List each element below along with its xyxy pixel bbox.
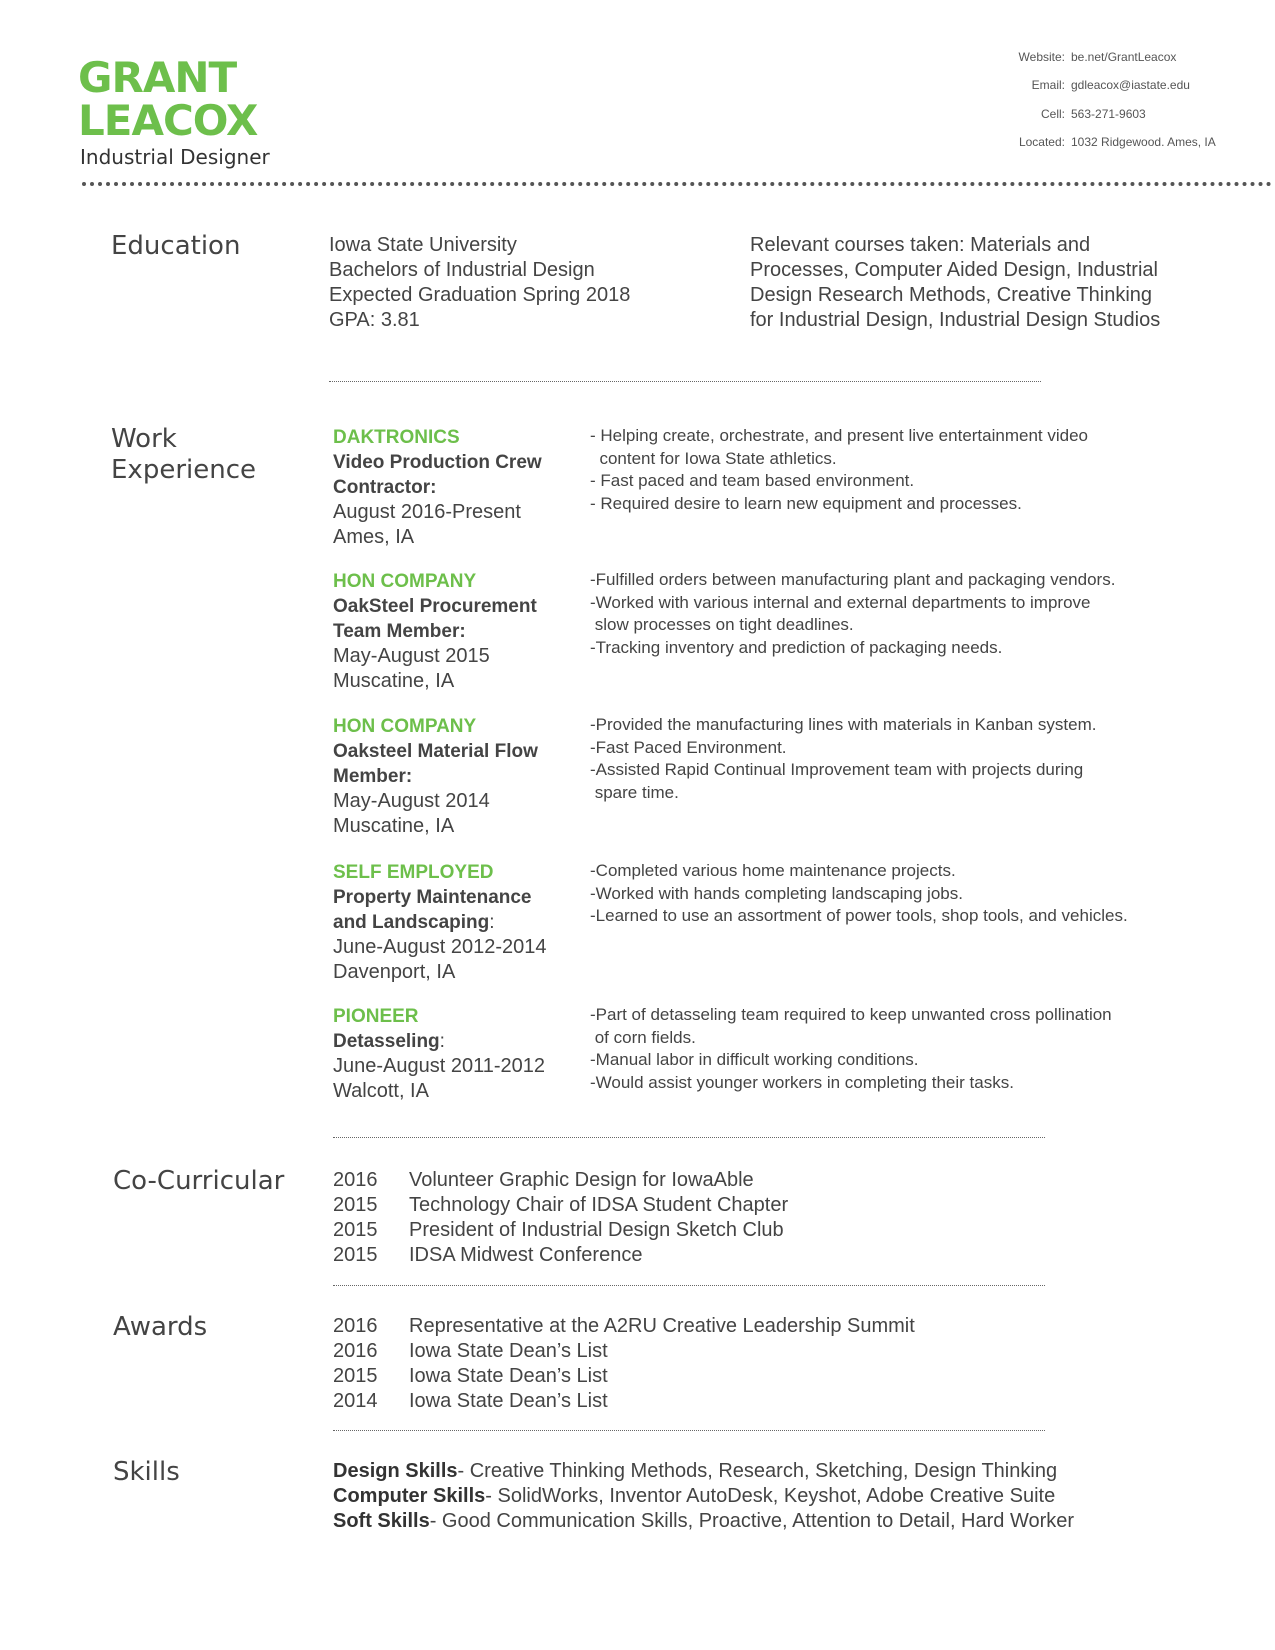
job-bullet: -Learned to use an assortment of power tools, shop tools, and vehicles. [590, 906, 1128, 925]
list-item [333, 1193, 788, 1218]
item-year: 2016 [333, 1315, 378, 1337]
awards-heading: Awards [113, 1312, 208, 1342]
job-title: Contractor: [333, 477, 437, 498]
skill-label: Soft Skills [333, 1510, 430, 1532]
skill-label: Design Skills [333, 1460, 458, 1482]
contact-label: Located: [1018, 135, 1065, 149]
job-bullet: -Manual labor in difficult working conditions. [590, 1050, 919, 1069]
contact-cell [980, 107, 1146, 121]
job-bullet: slow processes on tight deadlines. [590, 615, 854, 634]
job-title-row [333, 910, 547, 935]
contact-email [980, 78, 1190, 92]
skill-item [333, 1484, 1074, 1509]
list-item [333, 1218, 788, 1243]
job-bullet: content for Iowa State athletics. [590, 448, 837, 468]
item-year: 2016 [333, 1340, 378, 1362]
item-year: 2014 [333, 1390, 378, 1412]
job-bullet: spare time. [590, 782, 679, 802]
header-divider [82, 182, 1272, 186]
job-title: Property Maintenance [333, 887, 532, 908]
job-bullet: -Tracking inventory and prediction of packaging needs. [590, 637, 1003, 657]
job-location: Walcott, IA [333, 1080, 429, 1102]
courses-line: Processes, Computer Aided Design, Industrial [750, 259, 1158, 281]
job-bullets [590, 714, 1096, 804]
contact-value[interactable]: gdleacox@iastate.edu [1071, 78, 1190, 92]
awards-list [333, 1314, 915, 1414]
skill-text: - Creative Thinking Methods, Research, Sketching, Design Thinking [457, 1460, 1058, 1482]
job-bullets [590, 569, 1115, 659]
job-title-row [333, 1029, 545, 1054]
job-bullet: - Fast paced and team based environment. [590, 471, 915, 490]
job-bullet: -Assisted Rapid Continual Improvement team with projects during [590, 760, 1084, 779]
skills-heading: Skills [113, 1457, 180, 1487]
item-text: IDSA Midwest Conference [409, 1244, 643, 1266]
job-dates: May-August 2014 [333, 790, 490, 812]
item-text: Volunteer Graphic Design for IowaAble [409, 1169, 754, 1191]
job-title: Oaksteel Material Flow [333, 741, 538, 762]
contact-value: 563-271-9603 [1071, 107, 1146, 121]
list-item [333, 1364, 915, 1389]
job-title: Detasseling [333, 1031, 440, 1052]
section-divider [329, 381, 1041, 382]
education-line: Expected Graduation Spring 2018 [329, 284, 631, 306]
cocurricular-list [333, 1168, 788, 1268]
job-company: DAKTRONICS [333, 427, 460, 448]
job-title: Member: [333, 766, 413, 787]
item-text: Iowa State Dean’s List [409, 1365, 608, 1387]
job-bullet: -Fulfilled orders between manufacturing plant and packaging vendors. [590, 570, 1116, 589]
courses-line: for Industrial Design, Industrial Design Studios [750, 309, 1161, 331]
job-company: SELF EMPLOYED [333, 862, 494, 883]
skill-item [333, 1509, 1074, 1534]
list-item [333, 1243, 788, 1268]
job-entry [333, 569, 537, 694]
job-bullet: -Worked with various internal and external departments to improve [590, 592, 1091, 612]
list-item [333, 1389, 915, 1414]
education-courses [750, 233, 1160, 333]
list-item [333, 1168, 788, 1193]
job-bullet: -Part of detasseling team required to keep unwanted cross pollination [590, 1005, 1112, 1024]
education-line: Iowa State University [329, 234, 517, 256]
job-company: HON COMPANY [333, 716, 477, 737]
education-heading: Education [111, 231, 241, 261]
job-dates: June-August 2011-2012 [333, 1055, 546, 1077]
skills-list [333, 1459, 1074, 1534]
job-company: HON COMPANY [333, 571, 477, 592]
name-first: GRANT [78, 53, 237, 102]
job-bullet: -Fast Paced Environment. [590, 737, 787, 757]
contact-location [980, 135, 1216, 149]
list-item [333, 1339, 915, 1364]
job-bullets [590, 425, 1088, 515]
job-dates: May-August 2015 [333, 645, 490, 667]
job-title-suffix: : [439, 1031, 445, 1052]
work-heading [111, 424, 256, 486]
skill-item [333, 1459, 1074, 1484]
role-title: Industrial Designer [80, 145, 270, 169]
job-bullet: -Provided the manufacturing lines with materials in Kanban system. [590, 715, 1097, 734]
name-last: LEACOX [78, 96, 258, 145]
item-text: Representative at the A2RU Creative Leadership Summit [409, 1315, 915, 1337]
job-bullet: -Would assist younger workers in completing their tasks. [590, 1072, 1014, 1092]
education-line: GPA: 3.81 [329, 309, 420, 331]
section-divider [333, 1285, 1045, 1286]
skill-text: - Good Communication Skills, Proactive, Attention to Detail, Hard Worker [429, 1510, 1075, 1532]
job-title: and Landscaping [333, 912, 490, 933]
job-entry [333, 860, 547, 985]
job-title-suffix: : [489, 912, 495, 933]
education-details [329, 233, 630, 333]
cocurricular-heading: Co-Curricular [113, 1166, 285, 1196]
job-location: Davenport, IA [333, 961, 456, 983]
job-dates: June-August 2012-2014 [333, 936, 547, 958]
courses-line: Relevant courses taken: Materials and [750, 234, 1091, 256]
work-heading-line: Experience [111, 455, 256, 485]
job-bullet: -Worked with hands completing landscaping jobs. [590, 883, 963, 903]
job-bullet: - Helping create, orchestrate, and present live entertainment video [590, 426, 1088, 445]
section-divider [333, 1430, 1045, 1431]
contact-value[interactable]: be.net/GrantLeacox [1071, 50, 1177, 64]
job-title: Video Production Crew [333, 452, 542, 473]
courses-line: Design Research Methods, Creative Thinking [750, 284, 1153, 306]
job-entry [333, 714, 538, 839]
job-entry [333, 425, 542, 550]
education-line: Bachelors of Industrial Design [329, 259, 595, 281]
item-year: 2015 [333, 1219, 378, 1241]
job-location: Muscatine, IA [333, 670, 455, 692]
job-bullet: of corn fields. [590, 1027, 696, 1047]
job-bullet: - Required desire to learn new equipment and processes. [590, 493, 1022, 513]
job-entry [333, 1004, 545, 1104]
item-text: Iowa State Dean’s List [409, 1390, 608, 1412]
item-text: President of Industrial Design Sketch Club [409, 1219, 784, 1241]
skill-text: - SolidWorks, Inventor AutoDesk, Keyshot, Adobe Creative Suite [485, 1485, 1056, 1507]
job-company: PIONEER [333, 1006, 419, 1027]
contact-label: Cell: [1040, 107, 1065, 121]
contact-label: Email: [1031, 78, 1065, 92]
job-bullets [590, 1004, 1112, 1094]
contact-website [980, 50, 1176, 64]
job-bullets [590, 860, 1128, 928]
item-year: 2016 [333, 1169, 378, 1191]
item-year: 2015 [333, 1365, 378, 1387]
list-item [333, 1314, 915, 1339]
job-bullet: -Completed various home maintenance projects. [590, 861, 956, 880]
contact-value: 1032 Ridgewood. Ames, IA [1071, 135, 1216, 149]
job-title: OakSteel Procurement [333, 596, 537, 617]
work-heading-line: Work [111, 424, 177, 454]
section-divider [333, 1137, 1045, 1138]
contact-label: Website: [1018, 50, 1065, 64]
job-location: Ames, IA [333, 526, 415, 548]
skill-label: Computer Skills [333, 1485, 486, 1507]
job-title: Team Member: [333, 621, 466, 642]
item-text: Iowa State Dean’s List [409, 1340, 608, 1362]
job-dates: August 2016-Present [333, 501, 521, 523]
job-location: Muscatine, IA [333, 815, 455, 837]
item-text: Technology Chair of IDSA Student Chapter [409, 1194, 789, 1216]
item-year: 2015 [333, 1194, 378, 1216]
item-year: 2015 [333, 1244, 378, 1266]
